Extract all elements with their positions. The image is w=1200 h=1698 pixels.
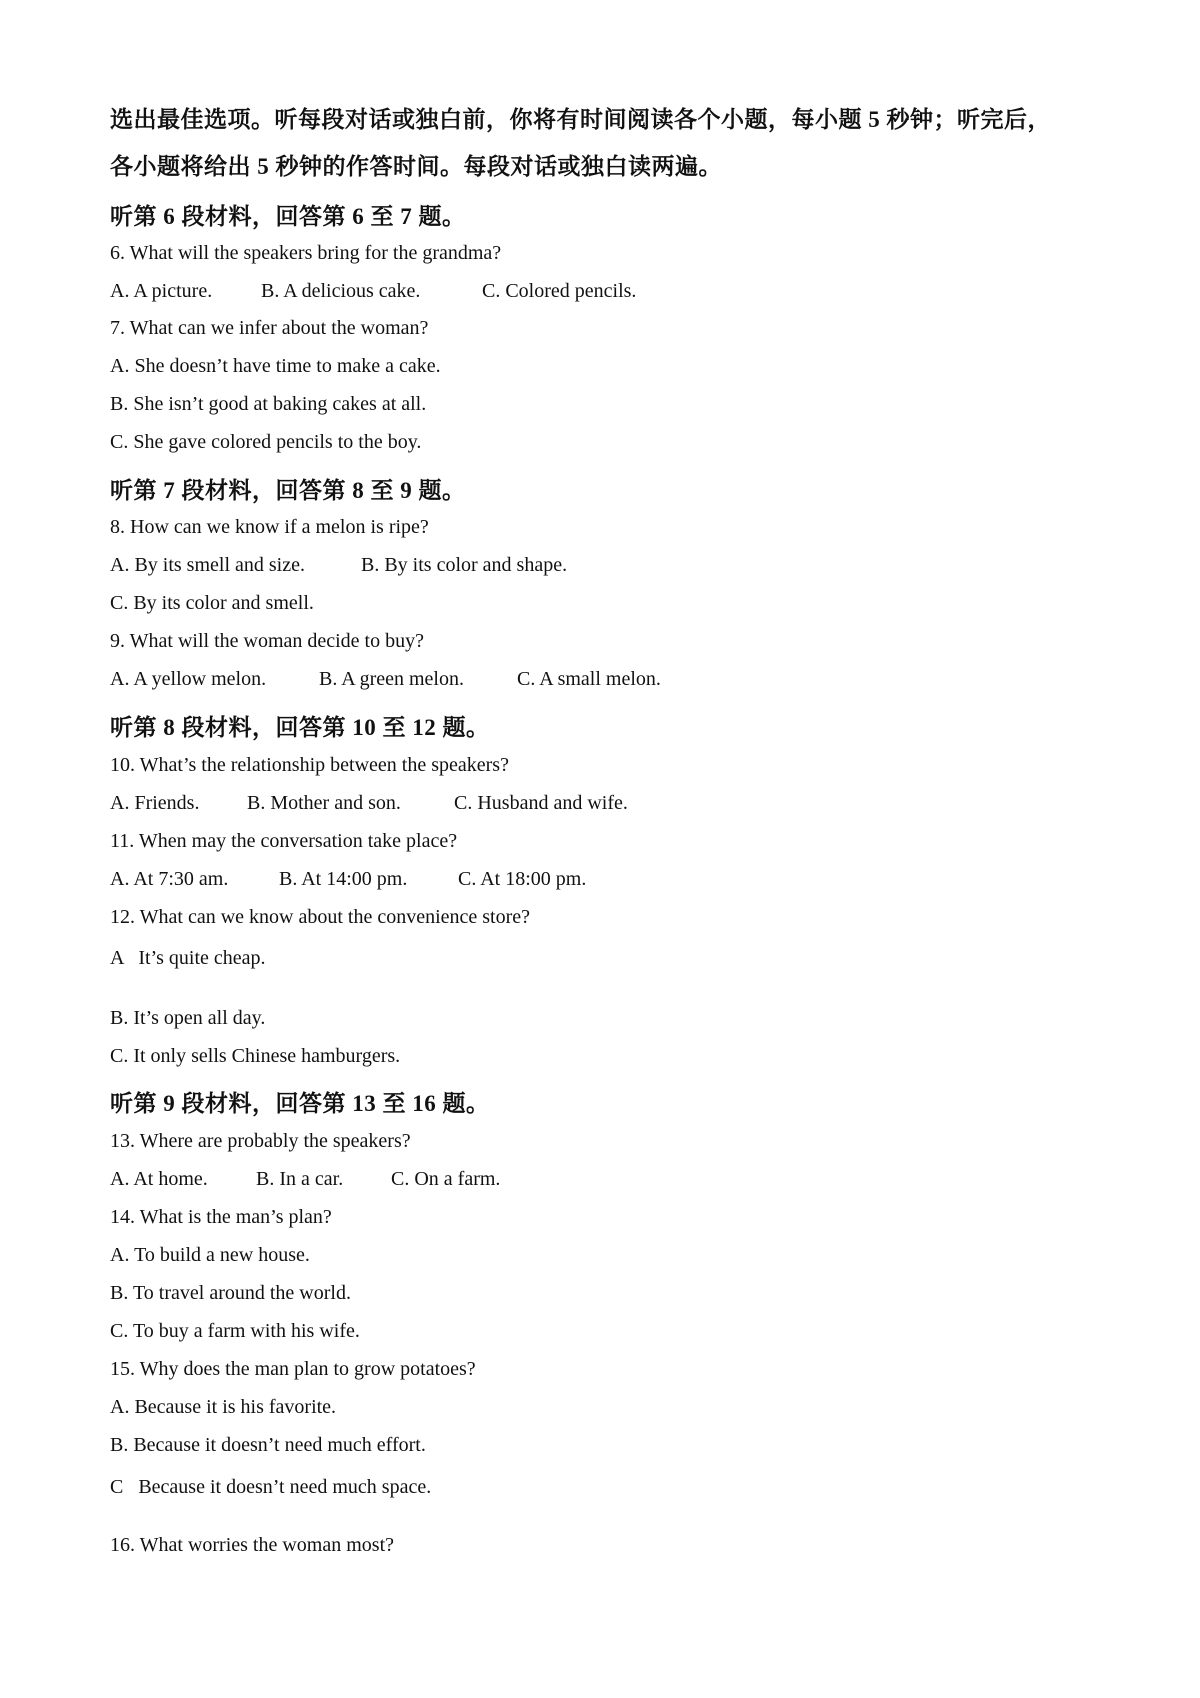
option-b: B. A delicious cake. [261, 280, 421, 302]
option-a: A. A yellow melon. [110, 668, 267, 690]
question-10-options [110, 792, 628, 815]
section-heading-8: 听第 8 段材料，回答第 10 至 12 题。 [110, 715, 490, 740]
option-b: B. By its color and shape. [361, 554, 568, 576]
question-13-stem: 13. Where are probably the speakers? [110, 1130, 411, 1152]
question-14-stem: 14. What is the man’s plan? [110, 1206, 332, 1228]
option-c: C. By its color and smell. [110, 592, 314, 614]
question-6-options [110, 280, 636, 303]
question-9-stem: 9. What will the woman decide to buy? [110, 630, 424, 652]
option-b: B. She isn’t good at baking cakes at all. [110, 393, 427, 415]
option-a: A. To build a new house. [110, 1244, 310, 1266]
instructions-line-1: 选出最佳选项。听每段对话或独白前，你将有时间阅读各个小题，每小题 5 秒钟；听完后， [110, 107, 1051, 132]
option-c: C. To buy a farm with his wife. [110, 1320, 360, 1342]
option-c: C. Husband and wife. [454, 792, 628, 814]
option-c: C. Colored pencils. [482, 280, 637, 302]
question-16-stem: 16. What worries the woman most? [110, 1534, 395, 1556]
question-13-options [110, 1168, 500, 1191]
instructions-line-2: 各小题将给出 5 秒钟的作答时间。每段对话或独白读两遍。 [110, 154, 722, 179]
section-heading-9: 听第 9 段材料，回答第 13 至 16 题。 [110, 1091, 490, 1116]
option-a: A. A picture. [110, 280, 213, 302]
option-b: B. In a car. [256, 1168, 344, 1190]
option-c: C Because it doesn’t need much space. [110, 1476, 432, 1498]
option-a: A. At home. [110, 1168, 208, 1190]
question-6-stem: 6. What will the speakers bring for the grandma? [110, 242, 502, 264]
option-c: C. On a farm. [391, 1168, 501, 1190]
question-11-stem: 11. When may the conversation take place? [110, 830, 458, 852]
question-8-stem: 8. How can we know if a melon is ripe? [110, 516, 429, 538]
question-8-options [110, 554, 567, 577]
option-b: B. Because it doesn’t need much effort. [110, 1434, 426, 1456]
section-heading-6: 听第 6 段材料，回答第 6 至 7 题。 [110, 204, 466, 229]
question-7-stem: 7. What can we infer about the woman? [110, 317, 429, 339]
option-b: B. Mother and son. [247, 792, 401, 814]
option-c: C. At 18:00 pm. [458, 868, 587, 890]
question-9-options [110, 668, 661, 691]
section-heading-7: 听第 7 段材料，回答第 8 至 9 题。 [110, 478, 466, 503]
option-a: A It’s quite cheap. [110, 947, 266, 969]
option-c: C. She gave colored pencils to the boy. [110, 431, 422, 453]
option-c: C. It only sells Chinese hamburgers. [110, 1045, 401, 1067]
question-10-stem: 10. What’s the relationship between the speakers? [110, 754, 509, 776]
option-b: B. To travel around the world. [110, 1282, 351, 1304]
option-b: B. At 14:00 pm. [279, 868, 408, 890]
question-11-options [110, 868, 586, 891]
option-b: B. A green melon. [319, 668, 464, 690]
option-a: A. Because it is his favorite. [110, 1396, 337, 1418]
option-a: A. She doesn’t have time to make a cake. [110, 355, 441, 377]
question-15-stem: 15. Why does the man plan to grow potatoes? [110, 1358, 476, 1380]
option-b: B. It’s open all day. [110, 1007, 266, 1029]
option-a: A. At 7:30 am. [110, 868, 229, 890]
option-c: C. A small melon. [517, 668, 661, 690]
option-a: A. Friends. [110, 792, 200, 814]
question-12-stem: 12. What can we know about the convenience store? [110, 906, 531, 928]
option-a: A. By its smell and size. [110, 554, 305, 576]
